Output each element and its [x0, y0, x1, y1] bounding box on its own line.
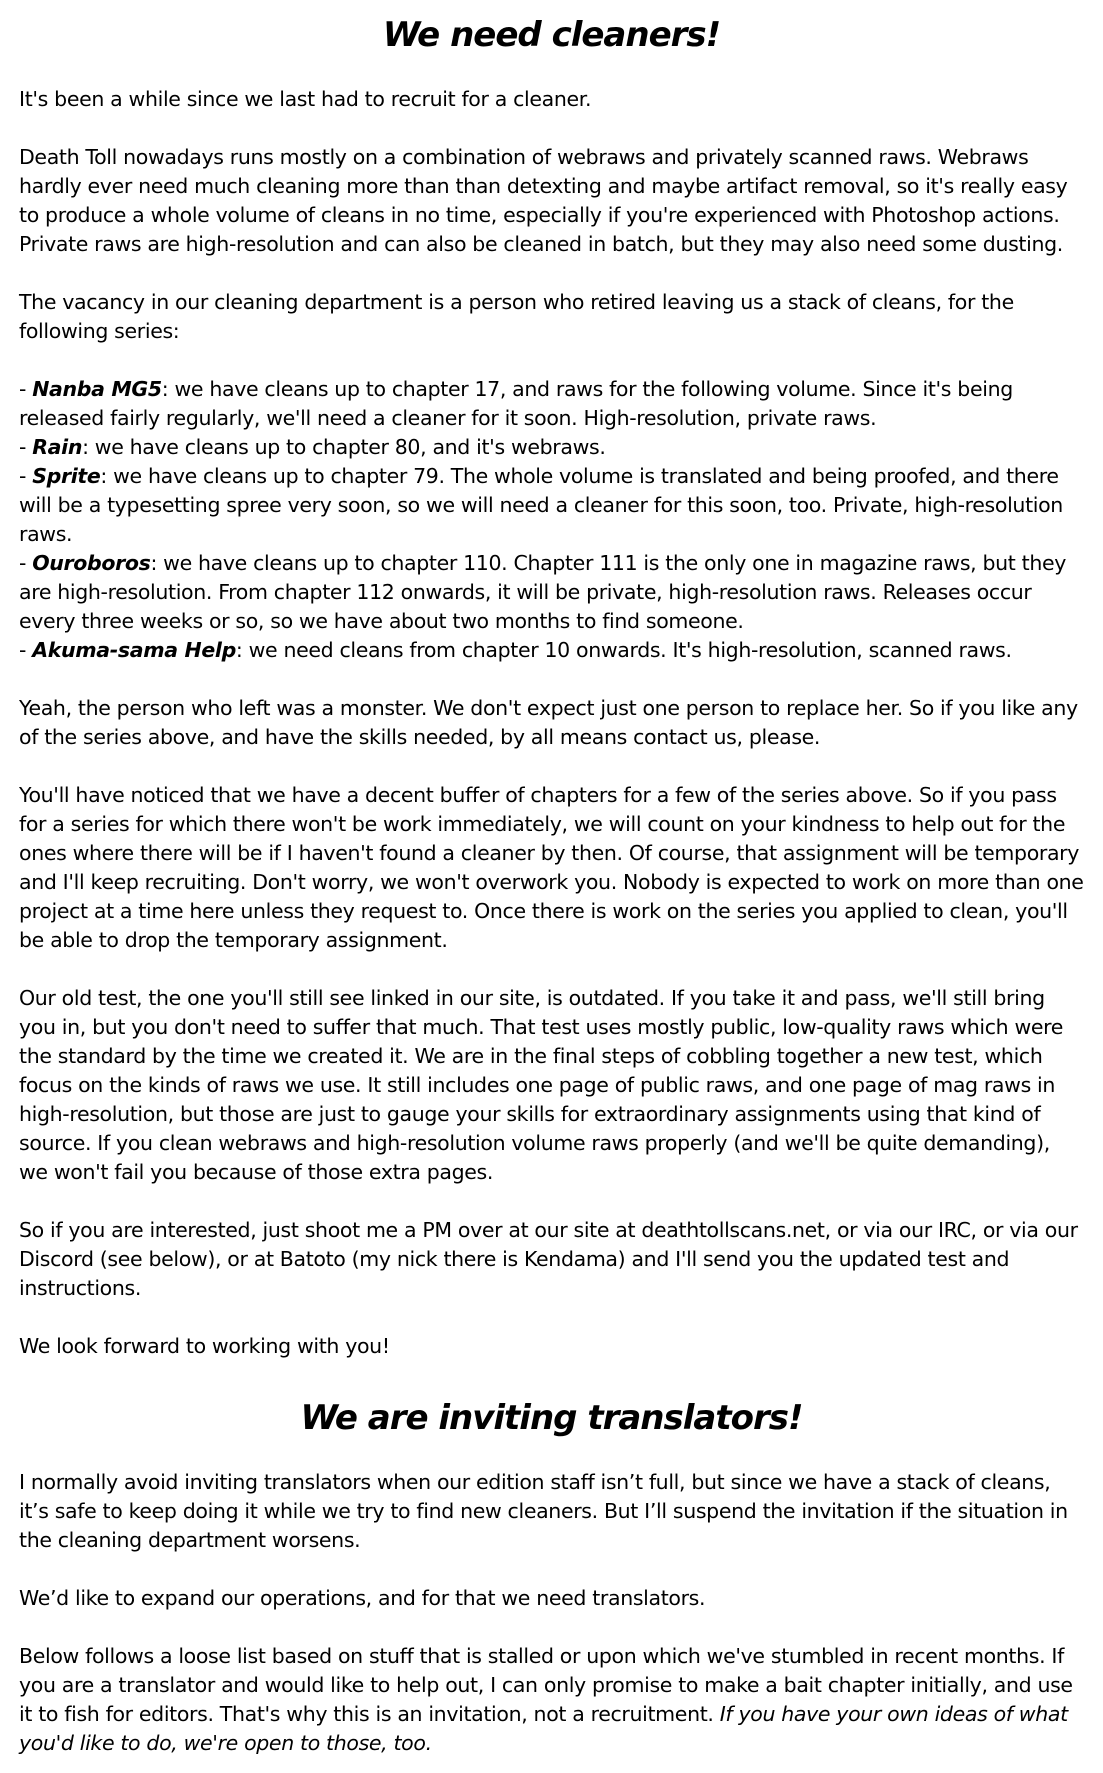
cleaners-intro: It's been a while since we last had to recruit for a cleaner.: [19, 87, 592, 111]
series-name: Rain: [32, 435, 83, 459]
series-name: Sprite: [32, 464, 101, 488]
list-paragraph-italic: If you have your own ideas of what you'd like to do, we're open to those, too.: [19, 1702, 1068, 1755]
contact-paragraph: So if you are interested, just shoot me a PM over at our site at deathtollscans.net, or via our IRC, or via our Discord (see below), or at Batoto (my nick there is Kendama) and I'll send you the updated test and instructions.: [19, 1218, 1078, 1300]
series-name: Nanba MG5: [32, 377, 162, 401]
raws-paragraph: Death Toll nowadays runs mostly on a combination of webraws and privately scanned raws. Webraws hardly ever need much cleaning more than than detexting and maybe artifact removal, so it's really easy to produce a whole volume of cleans in no time, especially if you're experienced with Photoshop actions. Private raws are high-resolution and can also be cleaned in batch, but they may also need some dusting.: [19, 145, 1068, 256]
list-item: - Nanba MG5: we have cleans up to chapter 17, and raws for the following volume. Since it's being released fairly regularly, we'll need a cleaner for it soon. High-resolution, private raws.: [19, 377, 1013, 430]
series-description: : we need cleans from chapter 10 onwards. It's high-resolution, scanned raws.: [235, 638, 1012, 662]
cleaners-heading: We need cleaners!: [382, 15, 721, 55]
vacancy-paragraph: The vacancy in our cleaning department is a person who retired leaving us a stack of cleans, for the following series:: [19, 290, 1014, 343]
series-list: [19, 375, 1084, 665]
series-description: : we have cleans up to chapter 110. Chapter 111 is the only one in magazine raws, but they are high-resolution. From chapter 112 onwards, it will be private, high-resolution raws. Releases occur every three weeks or so, so we have about two months to find someone.: [19, 551, 1067, 633]
list-item: - Ouroboros: we have cleans up to chapter 110. Chapter 111 is the only one in magazine raws, but they are high-resolution. From chapter 112 onwards, it will be private, high-resolution raws. Releases occur every three weeks or so, so we have about two months to find someone.: [19, 551, 1067, 633]
translators-heading: We are inviting translators!: [300, 1398, 803, 1438]
translators-intro: I normally avoid inviting translators when our edition staff isn’t full, but since we have a stack of cleans, it’s safe to keep doing it while we try to find new cleaners. But I’ll suspend the invitation if the situation in the cleaning department worsens.: [19, 1470, 1068, 1552]
test-paragraph: Our old test, the one you'll still see linked in our site, is outdated. If you take it and pass, we'll still bring you in, but you don't need to suffer that much. That test uses mostly public, low-quality raws which were the standard by the time we created it. We are in the final steps of cobbling together a new test, which focus on the kinds of raws we use. It still includes one page of public raws, and one page of mag raws in high-resolution, but those are just to gauge your skills for extraordinary assignments using that kind of source. If you clean webraws and high-resolution volume raws properly (and we'll be quite demanding), we won't fail you because of those extra pages.: [19, 986, 1064, 1184]
list-paragraph-text: Below follows a loose list based on stuff that is stalled or upon which we've stumbled in recent months. If you are a translator and would like to help out, I can only promise to make a bait chapter initially, and use it to fish for editors. That's why this is an invitation, not a recruitment.: [19, 1644, 1073, 1726]
series-name: Akuma-sama Help: [32, 638, 236, 662]
closing-line: We look forward to working with you!: [19, 1334, 390, 1358]
monster-paragraph: Yeah, the person who left was a monster. We don't expect just one person to replace her. So if you like any of the series above, and have the skills needed, by all means contact us, please.: [19, 696, 1078, 749]
expand-paragraph: We’d like to expand our operations, and for that we need translators.: [19, 1586, 706, 1610]
list-item: - Akuma-sama Help: we need cleans from chapter 10 onwards. It's high-resolution, scanned raws.: [19, 638, 1012, 662]
list-item: - Sprite: we have cleans up to chapter 79. The whole volume is translated and being proofed, and there will be a typesetting spree very soon, so we will need a cleaner for this soon, too. Private, high-resolution raws.: [19, 464, 1063, 546]
buffer-paragraph: You'll have noticed that we have a decent buffer of chapters for a few of the series above. So if you pass for a series for which there won't be work immediately, we will count on your kindness to help out for the ones where there will be if I haven't found a cleaner by then. Of course, that assignment will be temporary and I'll keep recruiting. Don't worry, we won't overwork you. Nobody is expected to work on more than one project at a time here unless they request to. Once there is work on the series you applied to clean, you'll be able to drop the temporary assignment.: [19, 783, 1084, 952]
list-paragraph: [19, 1642, 1084, 1758]
series-description: : we have cleans up to chapter 79. The whole volume is translated and being proofed, and there will be a typesetting spree very soon, so we will need a cleaner for this soon, too. Private, high-resolution raws.: [19, 464, 1063, 546]
series-description: : we have cleans up to chapter 80, and it's webraws.: [82, 435, 606, 459]
series-description: : we have cleans up to chapter 17, and raws for the following volume. Since it's being released fairly regularly, we'll need a cleaner for it soon. High-resolution, private raws.: [19, 377, 1013, 430]
series-name: Ouroboros: [32, 551, 151, 575]
list-item: - Rain: we have cleans up to chapter 80, and it's webraws.: [19, 435, 606, 459]
